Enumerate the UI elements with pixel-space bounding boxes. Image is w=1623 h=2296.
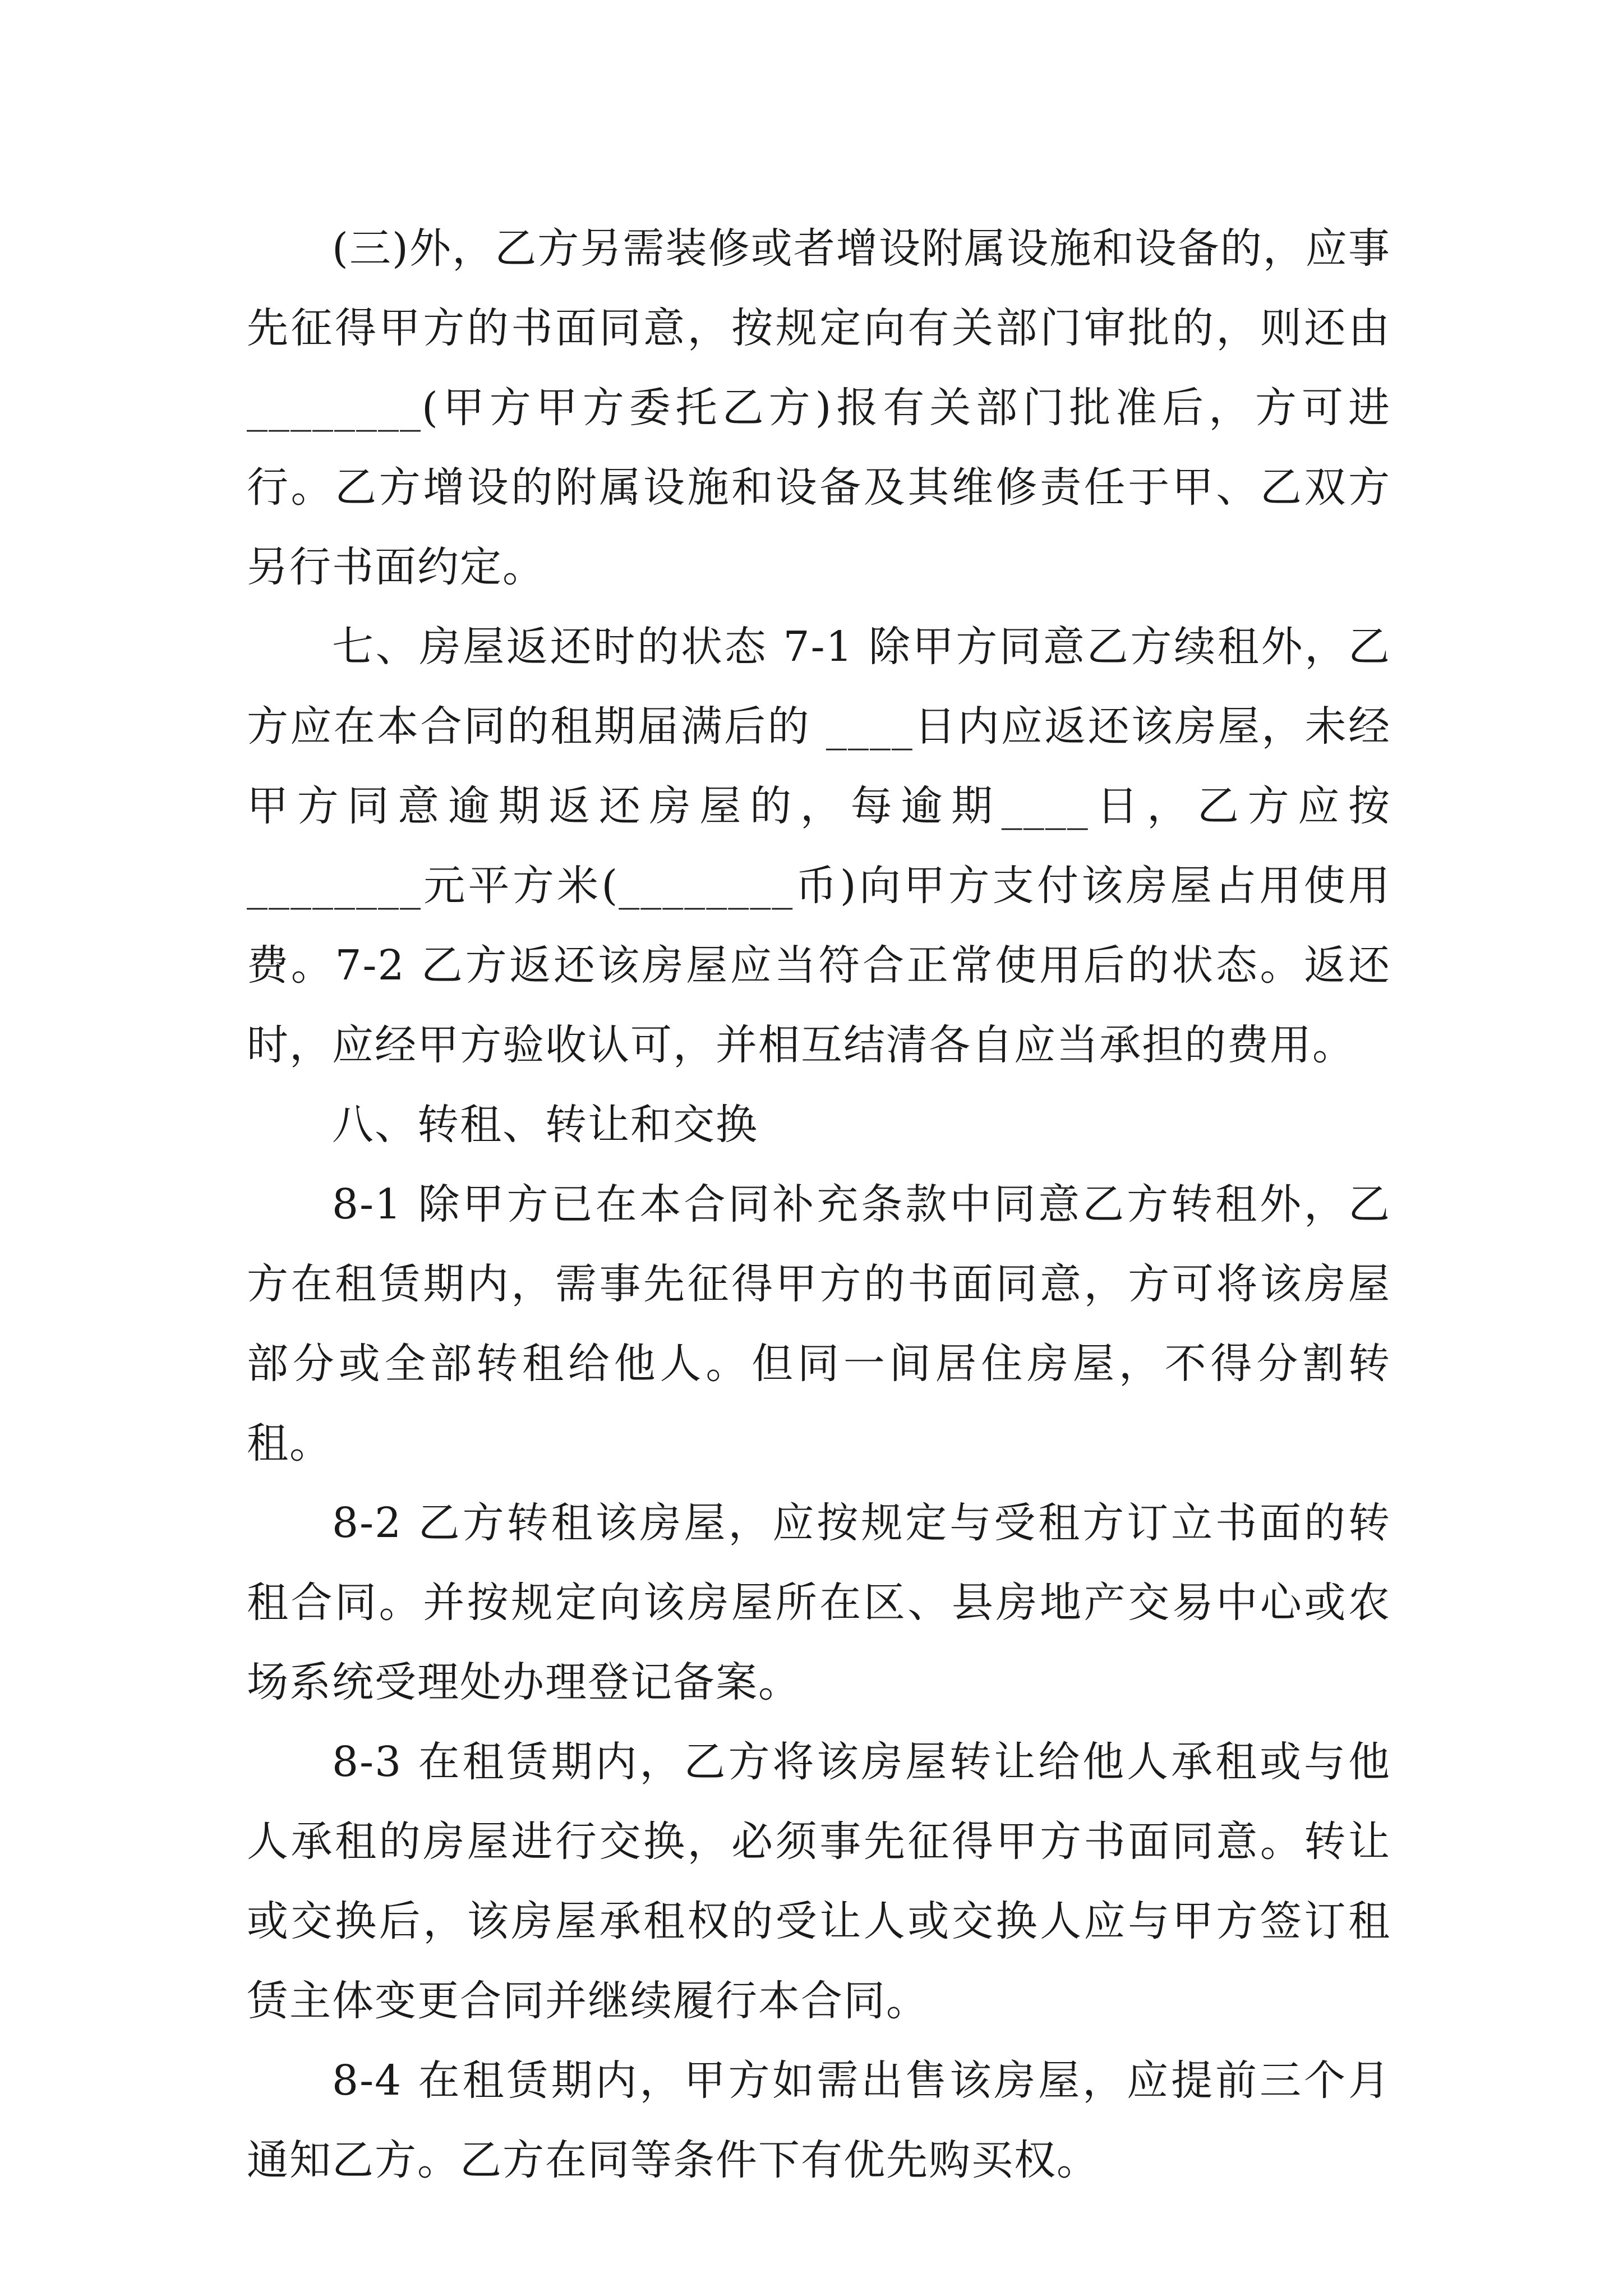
- paragraph-8-4: 8-4 在租赁期内，甲方如需出售该房屋，应提前三个月通知乙方。乙方在同等条件下有优先购买权。: [247, 2056, 1391, 2184]
- paragraph-renovation-approval: (三)外，乙方另需装修或者增设附属设施和设备的，应事先征得甲方的书面同意，按规定向有关部门审批的，则还由________(甲方甲方委托乙方)报有关部门批准后，方可进行。乙方增设的附属设施和设备及其维修责任于甲、乙双方另行书面约定。: [247, 224, 1391, 591]
- paragraph-8-1: 8-1 除甲方已在本合同补充条款中同意乙方转租外，乙方在租赁期内，需事先征得甲方的书面同意，方可将该房屋部分或全部转租给他人。但同一间居住房屋，不得分割转租。: [247, 1180, 1391, 1467]
- paragraph-8-2: 8-2 乙方转租该房屋，应按规定与受租方订立书面的转租合同。并按规定向该房屋所在区、县房地产交易中心或农场系统受理处办理登记备案。: [247, 1499, 1391, 1706]
- paragraph-8-3: 8-3 在租赁期内，乙方将该房屋转让给他人承租或与他人承租的房屋进行交换，必须事先征得甲方书面同意。转让或交换后，该房屋承租权的受让人或交换人应与甲方签订租赁主体变更合同并继续履行本合同。: [247, 1738, 1391, 2025]
- paragraph-section-7-return-state: 七、房屋返还时的状态 7-1 除甲方同意乙方续租外，乙方应在本合同的租期届满后的 ____日内应返还该房屋，未经甲方同意逾期返还房屋的，每逾期____日，乙方应按________元平方米(________币)向甲方支付该房屋占用使用费。7-2 乙方返还该房屋应当符合正常使用后的状态。返还时，应经甲方验收认可，并相互结清各自应当承担的费用。: [247, 623, 1391, 1069]
- document-body: [247, 209, 1391, 2200]
- section-heading-8: 八、转租、转让和交换: [332, 1101, 758, 1149]
